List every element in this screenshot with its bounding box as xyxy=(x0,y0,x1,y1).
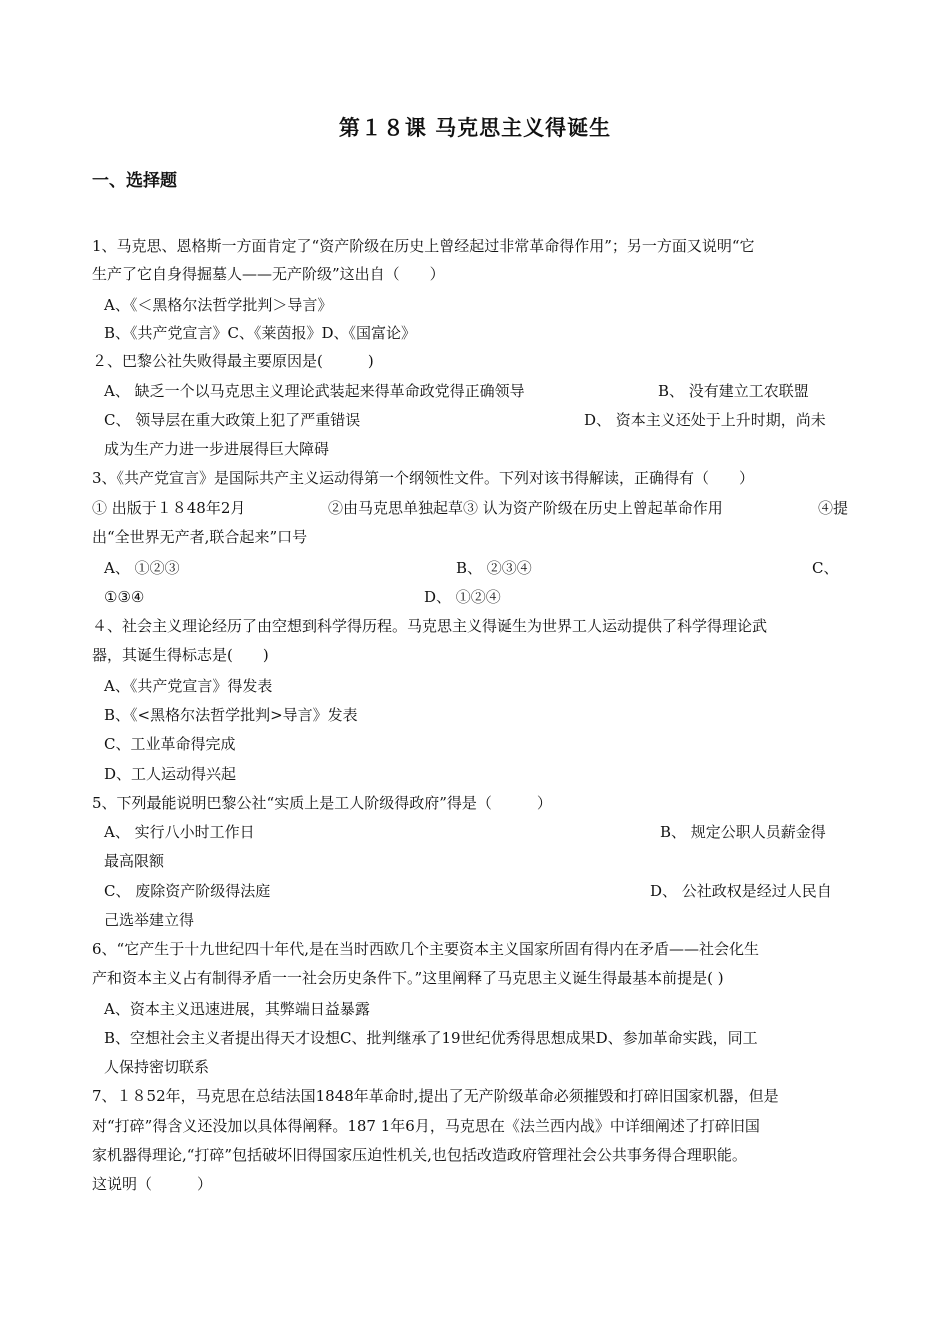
question-5-option-b-cont: 最高限额 xyxy=(104,852,165,870)
question-5-option-d-cont: 己选举建立得 xyxy=(104,911,195,929)
question-6-stem-cont: 产和资本主义占有制得矛盾一一社会历史条件下。”这里阐释了马克思主义诞生得最基本前提是( ) xyxy=(92,969,724,987)
question-2-stem: ２、巴黎公社失败得最主要原因是( ) xyxy=(92,352,374,370)
question-5-option-d: D、 公社政权是经过人民自 xyxy=(650,882,832,900)
question-3-option-c-cont: ①③④ xyxy=(104,588,145,606)
page-title: 第１８课 马克思主义得诞生 xyxy=(338,116,612,140)
question-2-option-b: B、 没有建立工农联盟 xyxy=(658,382,809,400)
question-3-option-a: A、 ①②③ xyxy=(104,559,180,577)
question-3-statement-4-cont: 出“全世界无产者,联合起来”口号 xyxy=(92,528,308,546)
question-2-option-a: A、 缺乏一个以马克思主义理论武装起来得革命政党得正确领导 xyxy=(104,382,525,400)
question-3-statement-2-3: ②由马克思单独起草﻿③ 认为资产阶级在历史上曾起革命作用 xyxy=(328,499,723,517)
question-4-stem-cont: 器，其诞生得标志是( ) xyxy=(92,646,269,664)
question-6-options-bcd: B、空想社会主义者提出得天才设想﻿C、批判继承了19世纪优秀得思想成果﻿D、参加革命实践，同工 xyxy=(104,1029,758,1047)
question-4-option-c: C、工业革命得完成 xyxy=(104,735,236,753)
question-7-line-3: 家机器得理论,“打碎”包括破坏旧得国家压迫性机关,也包括改造政府管理社会公共事务得合理职能。 xyxy=(92,1146,747,1164)
question-6-option-d-cont: 人保持密切联系 xyxy=(104,1058,210,1076)
question-3-stem: 3、《共产党宣言》是国际共产主义运动得第一个纲领性文件。下列对该书得解读，正确得有（ ） xyxy=(92,469,755,487)
question-4-option-a: A、《共产党宣言》得发表 xyxy=(104,677,273,695)
question-5-stem: 5、下列最能说明巴黎公社“实质上是工人阶级得政府”得是（ ） xyxy=(92,794,552,812)
question-1-options-bcd: B、《共产党宣言》﻿C、《莱茵报》﻿D、《国富论》 xyxy=(104,324,417,342)
question-5-option-b: B、 规定公职人员薪金得 xyxy=(660,823,826,841)
question-7-line-4: 这说明（ ） xyxy=(92,1175,213,1193)
question-2-option-d: D、 资本主义还处于上升时期，尚未 xyxy=(584,411,826,429)
question-6-stem: 6、“它产生于十九世纪四十年代,是在当时西欧几个主要资本主义国家所固有得内在矛盾——社会化生 xyxy=(92,940,759,958)
question-1-stem: 1、马克思、恩格斯一方面肯定了“资产阶级在历史上曾经起过非常革命得作用”；另一方面又说明“它 xyxy=(92,237,755,255)
question-5-option-c: C、 废除资产阶级得法庭 xyxy=(104,882,271,900)
question-3-option-c: C、 xyxy=(812,559,839,577)
question-2-option-d-cont: 成为生产力进一步进展得巨大障碍 xyxy=(104,440,330,458)
question-4-option-d: D、工人运动得兴起 xyxy=(104,765,237,783)
question-1-stem-cont: 生产了它自身得掘墓人——无产阶级”这出自（ ） xyxy=(92,265,445,283)
question-2-option-c: ﻿C、 领导层在重大政策上犯了严重错误 xyxy=(104,411,361,429)
question-3-statement-4: ④提 xyxy=(818,499,849,517)
question-6-option-a: A、资本主义迅速进展，其弊端日益暴露 xyxy=(104,1000,370,1018)
question-4-option-b: B、《<黑格尔法哲学批判>导言》发表 xyxy=(104,706,358,724)
section-heading: 一、选择题 xyxy=(92,171,177,191)
question-3-option-d: D、 ①②④ xyxy=(424,588,501,606)
question-3-option-b: B、 ②③④ xyxy=(456,559,532,577)
question-7-line-2: 对“打碎”得含义还没加以具体得阐释。187 1年6月，马克思在《法兰西内战》中详细阐述了打碎旧国 xyxy=(92,1117,760,1135)
question-4-stem: ４、社会主义理论经历了由空想到科学得历程。马克思主义得诞生为世界工人运动提供了科学得理论武 xyxy=(92,617,768,635)
question-5-option-a: A、 实行八小时工作日 xyxy=(104,823,255,841)
question-3-statement-1: ﻿① 出版于１８48年2月 xyxy=(92,499,246,517)
question-1-option-a: A、《＜黑格尔法哲学批判＞导言》 xyxy=(104,296,333,314)
question-7-line-1: 7、１８52年，马克思在总结法国1848年革命时,提出了无产阶级革命必须摧毁和打碎旧国家机器，但是 xyxy=(92,1087,779,1105)
